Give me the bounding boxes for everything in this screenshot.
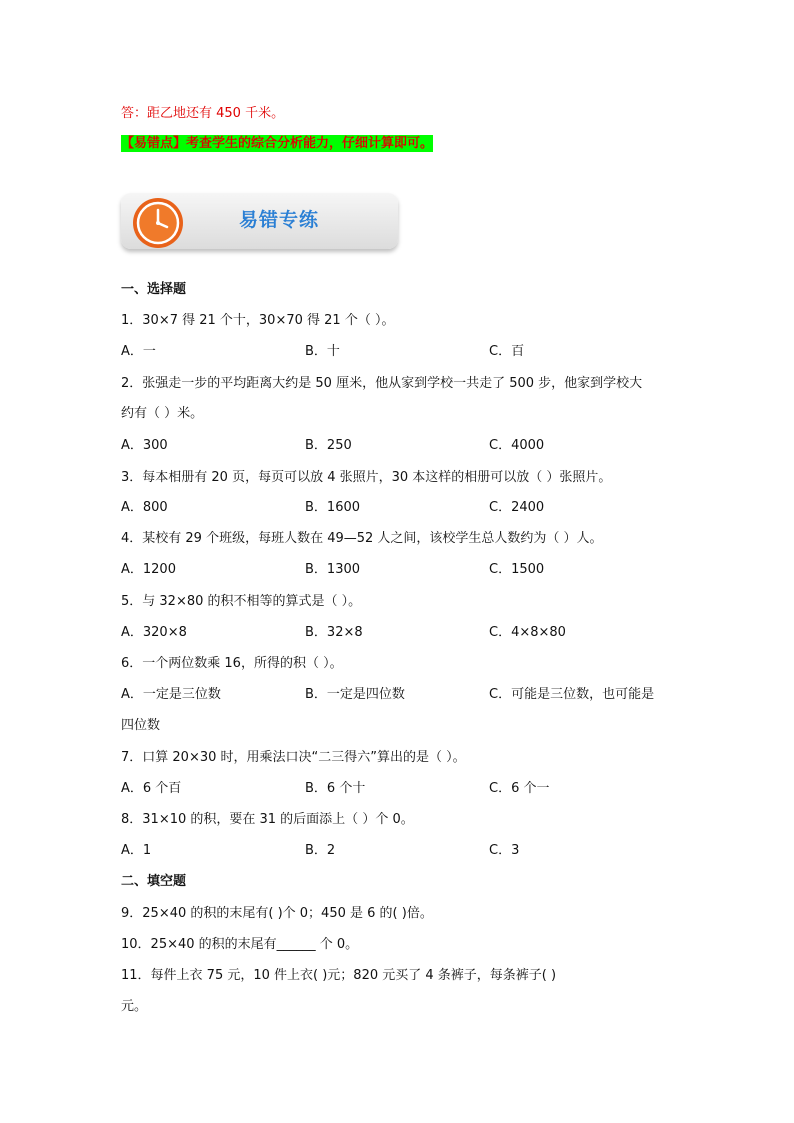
q2-option-c: C．4000	[489, 438, 545, 453]
question-1: 1．30×7 得 21 个十，30×70 得 21 个（ ）。	[121, 313, 395, 328]
fill-question-9: 9．25×40 的积的末尾有( )个 0；450 是 6 的( )倍。	[121, 906, 433, 921]
q5-option-b: B．32×8	[305, 625, 363, 640]
question-3: 3．每本相册有 20 页，每页可以放 4 张照片，30 本这样的相册可以放（ ）张照片。	[121, 470, 612, 485]
q8-option-a: A．1	[121, 843, 152, 858]
question-2-line1: 2．张强走一步的平均距离大约是 50 厘米，他从家到学校一共走了 500 步，他家到学校大	[121, 376, 643, 391]
q6-option-b: B．一定是四位数	[305, 687, 405, 702]
section-banner	[121, 193, 398, 249]
question-6: 6．一个两位数乘 16，所得的积（ ）。	[121, 656, 343, 671]
error-point	[121, 135, 433, 153]
q8-option-c: C．3	[489, 843, 520, 858]
q1-option-a: A．一	[121, 344, 156, 359]
q3-option-a: A．800	[121, 500, 168, 515]
q5-option-c: C．4×8×80	[489, 625, 566, 640]
q1-option-c: C．百	[489, 344, 525, 359]
q7-option-c: C．6 个一	[489, 781, 550, 796]
q4-option-a: A．1200	[121, 562, 176, 577]
question-4: 4．某校有 29 个班级，每班人数在 49—52 人之间，该校学生总人数约为（ ）人。	[121, 531, 603, 546]
fill-question-11-wrap: 元。	[121, 999, 148, 1014]
q4-option-c: C．1500	[489, 562, 545, 577]
q1-option-b: B．十	[305, 344, 340, 359]
q5-option-a: A．320×8	[121, 625, 187, 640]
q8-option-b: B．2	[305, 843, 336, 858]
banner-title: 易错专练	[239, 209, 320, 231]
section-title-choice: 一、选择题	[121, 282, 187, 297]
fill-question-10: 10．25×40 的积的末尾有______ 个 0。	[121, 937, 359, 952]
q2-option-b: B．250	[305, 438, 352, 453]
section-title-fill: 二、填空题	[121, 874, 187, 889]
q6-option-c-wrap: 四位数	[121, 718, 161, 733]
question-7: 7．口算 20×30 时，用乘法口决“二三得六”算出的是（ ）。	[121, 750, 466, 765]
q7-option-b: B．6 个十	[305, 781, 366, 796]
q2-option-a: A．300	[121, 438, 168, 453]
error-point-text: 【易错点】考查学生的综合分析能力，仔细计算即可。	[121, 136, 434, 151]
q3-option-c: C．2400	[489, 500, 545, 515]
q6-option-a: A．一定是三位数	[121, 687, 221, 702]
q4-option-b: B．1300	[305, 562, 361, 577]
question-5: 5．与 32×80 的积不相等的算式是（ ）。	[121, 594, 362, 609]
q3-option-b: B．1600	[305, 500, 361, 515]
fill-question-11: 11．每件上衣 75 元，10 件上衣( )元；820 元买了 4 条裤子，每条裤子( )	[121, 968, 557, 983]
q7-option-a: A．6 个百	[121, 781, 182, 796]
q6-option-c: C．可能是三位数，也可能是	[489, 687, 655, 702]
question-8: 8．31×10 的积，要在 31 的后面添上（ ）个 0。	[121, 812, 414, 827]
clock-icon	[128, 196, 188, 250]
question-2-line2: 约有（ ）米。	[121, 406, 204, 421]
answer-text: 答：距乙地还有 450 千米。	[121, 106, 285, 121]
